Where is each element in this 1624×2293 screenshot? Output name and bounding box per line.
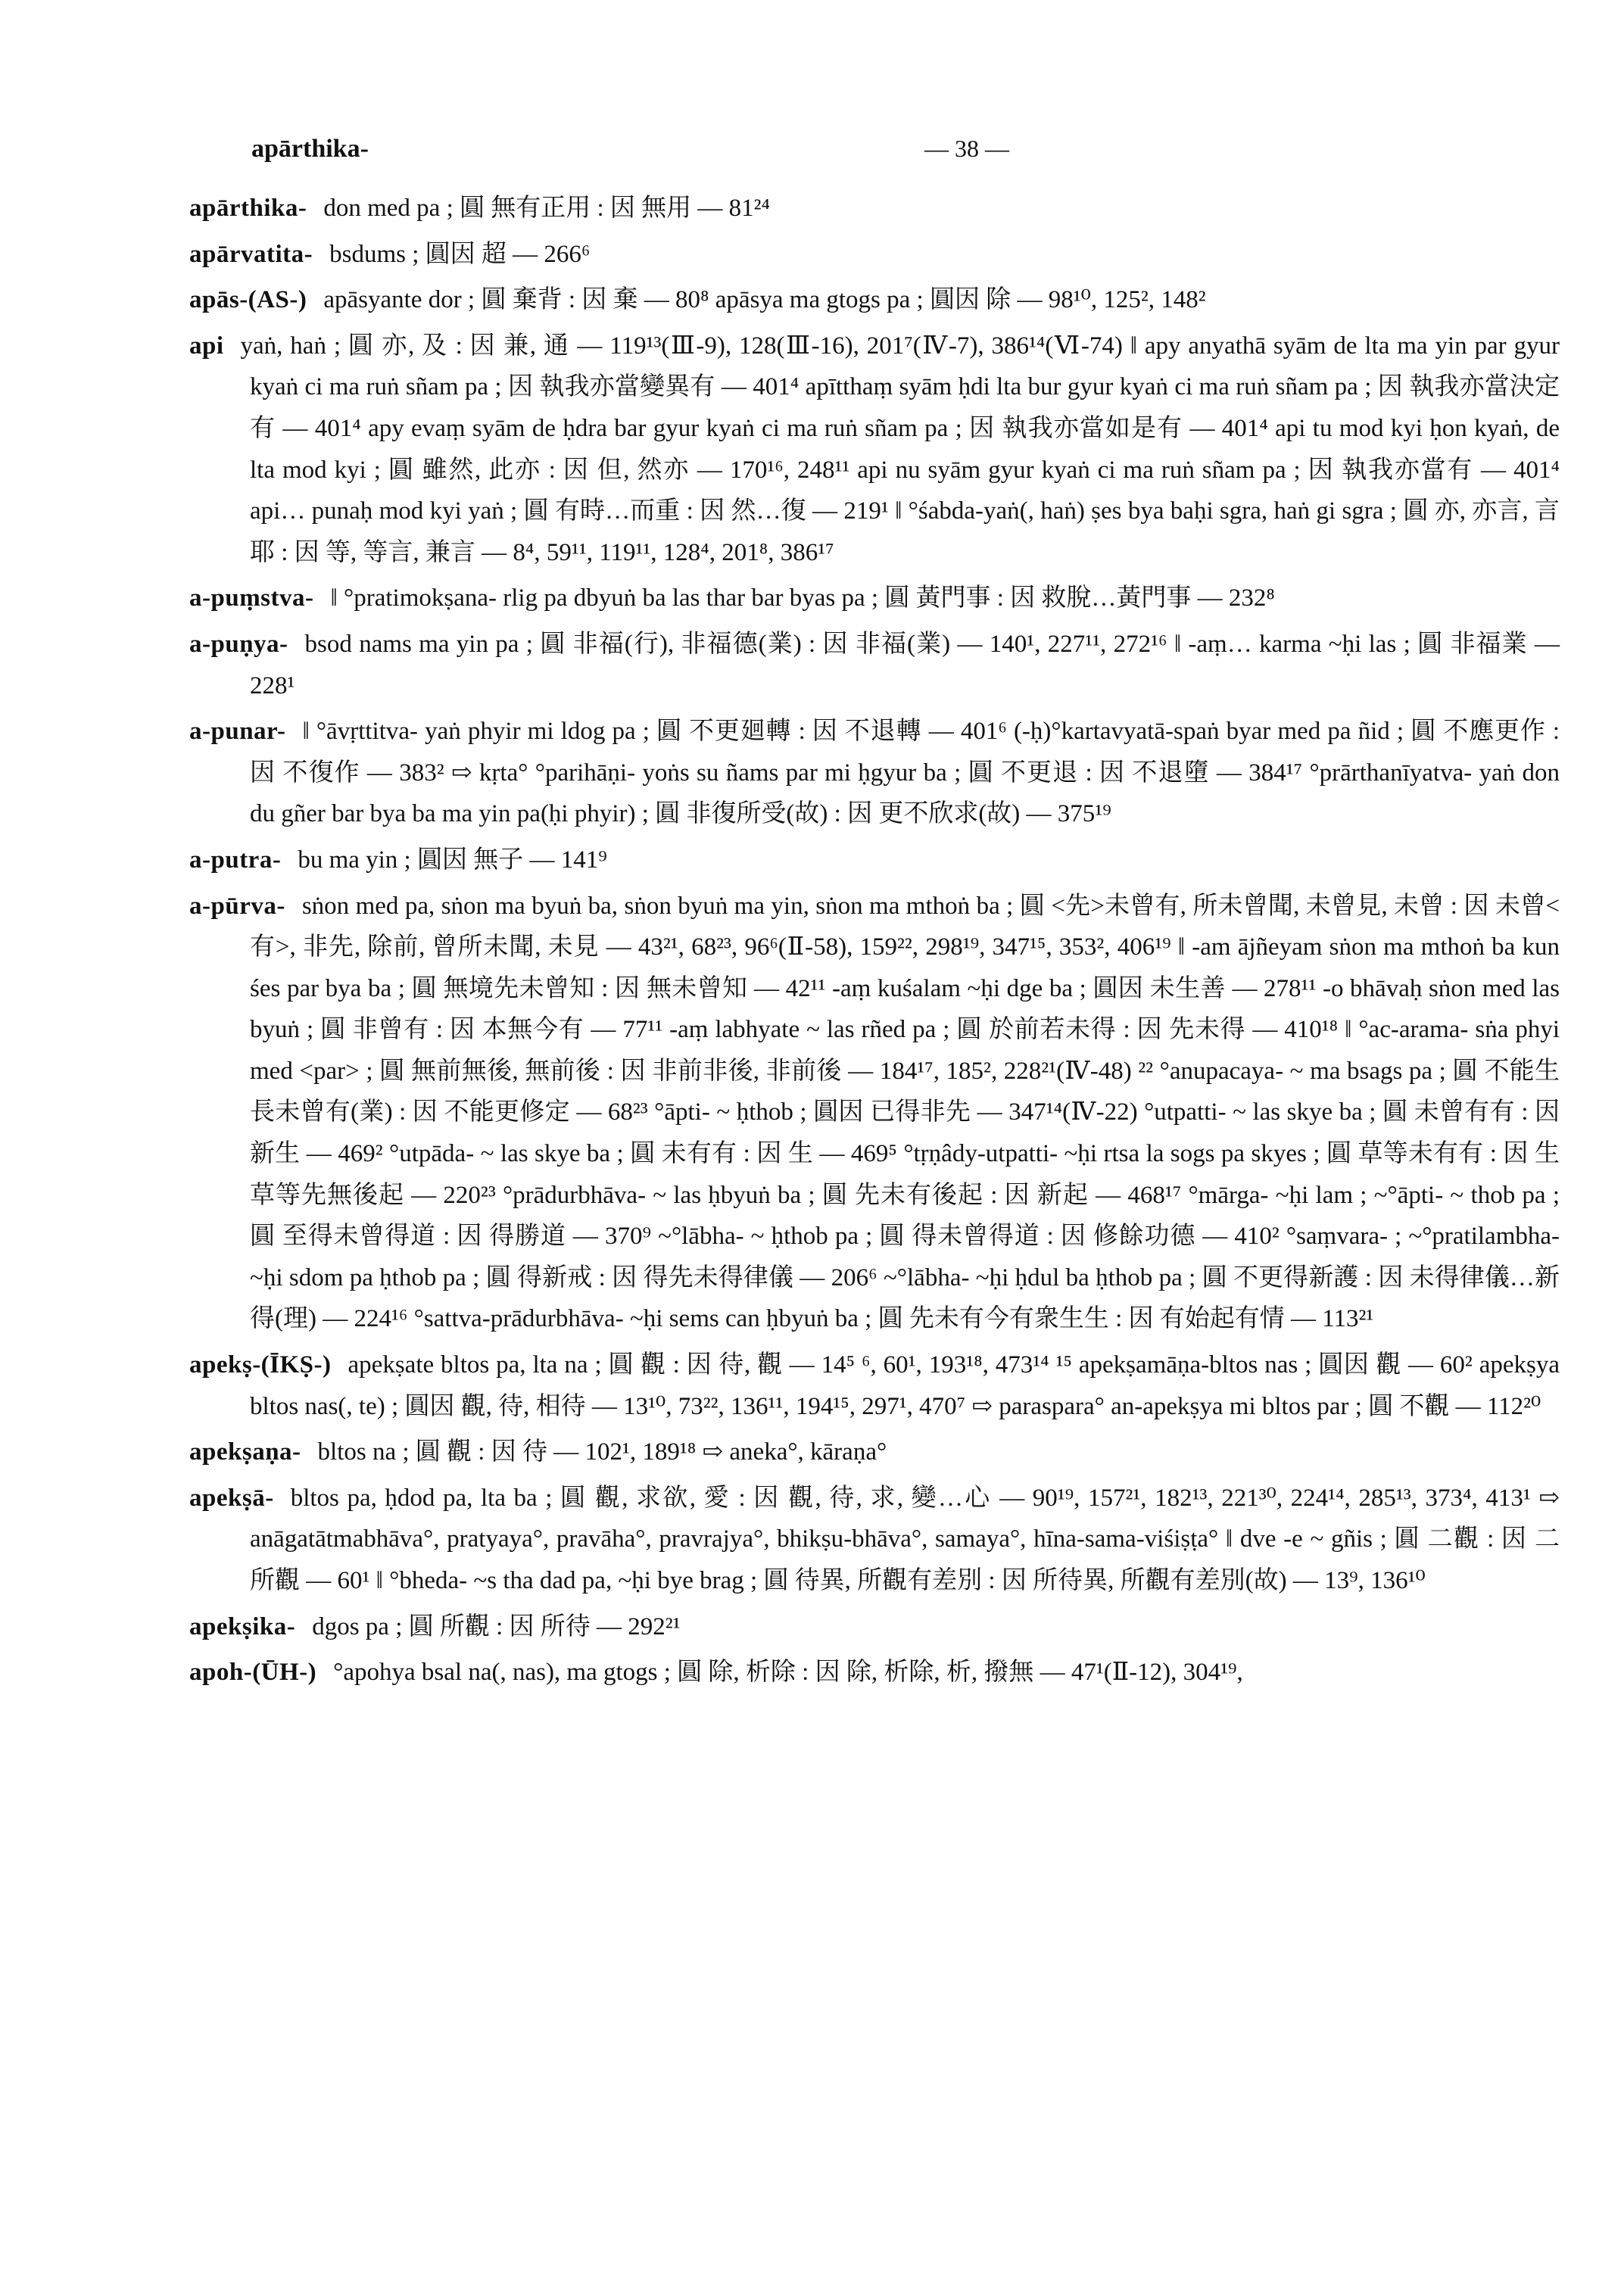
entry-headword: apās-(AS-) xyxy=(189,286,307,314)
entry-body: ‖ °āvṛttitva- yaṅ phyir mi ldog pa ; 圓 不更廻轉 : 因 不退轉 — 401⁶ (-ḥ)°kartavyatā-spaṅ byar med pa ñid ; 圓 不應更作 : 因 不復作 — 383² ⇨ kṛta° °parihāṇi- yoṅs su ñams par mi ḥgyur ba ; 圓 不更退 : 因 不退墮 — 384¹⁷ °prārthanīyatva- yaṅ don du gñer bar bya ba ma yin pa(ḥi phyir) ; 圓 非復所受(故) : 因 更不欣求(故) — 375¹⁹ xyxy=(250,718,1560,828)
entry-headword: apārvatita- xyxy=(189,240,313,268)
entry-headword: api xyxy=(189,332,224,360)
dictionary-entry xyxy=(189,1606,1560,1648)
entry-body: °apohya bsal na(, nas), ma gtogs ; 圓 除, 析除 : 因 除, 析除, 析, 撥無 — 47¹(Ⅱ-12), 304¹⁹, xyxy=(333,1659,1243,1687)
entry-body: bltos pa, ḥdod pa, lta ba ; 圓 觀, 求欲, 愛 : 因 觀, 待, 求, 變…心 — 90¹⁹, 157²¹, 182¹³, 221³⁰, 224¹⁴, 285¹³, 373⁴, 413¹ ⇨ anāgatātmabhāva°, pratyaya°, pravāha°, pravrajya°, bhikṣu-bhāva°, samaya°, hīna-sama-viśiṣṭa° ‖ dve -e ~ gñis ; 圓 二觀 : 因 二所觀 — 60¹ ‖ °bheda- ~s tha dad pa, ~ḥi bye brag ; 圓 待異, 所觀有差別 : 因 所待異, 所觀有差別(故) — 13⁹, 136¹⁰ xyxy=(250,1484,1560,1594)
entry-body: sṅon med pa, sṅon ma byuṅ ba, sṅon byuṅ ma yin, sṅon ma mthoṅ ba ; 圓 <先>未曾有, 所未曾聞, 未曾見, 未曾 : 因 未曾<有>, 非先, 除前, 曾所未聞, 未見 — 43²¹, 68²³, 96⁶(Ⅱ-58), 159²², 298¹⁹, 347¹⁵, 353², 406¹⁹ ‖ -am ājñeyam sṅon ma mthoṅ ba kun śes par bya ba ; 圓 無境先未曾知 : 因 無未曾知 — 42¹¹ -aṃ kuśalam ~ḥi dge ba ; 圓因 未生善 — 278¹¹ -o bhāvaḥ sṅon med las byuṅ ; 圓 非曾有 : 因 本無今有 — 77¹¹ -aṃ labhyate ~ las rñed pa ; 圓 於前若未得 : 因 先未得 — 410¹⁸ ‖ °ac-arama- sṅa phyi med <par> ; 圓 無前無後, 無前後 : 因 非前非後, 非前後 — 184¹⁷, 185², 228²¹(Ⅳ-48) ²² °anupacaya- ~ ma bsags pa ; 圓 不能生長未曾有(業) : 因 不能更修定 — 68²³ °āpti- ~ ḥthob ; 圓因 已得非先 — 347¹⁴(Ⅳ-22) °utpatti- ~ las skye ba ; 圓 未曾有有 : 因 新生 — 469² °utpāda- ~ las skye ba ; 圓 未有有 : 因 生 — 469⁵ °tṛṇâdy-utpatti- ~ḥi rtsa la sogs pa skyes ; 圓 草等未有有 : 因 生草等先無後起 — 220²³ °prādurbhāva- ~ las ḥbyuṅ ba ; 圓 先未有後起 : 因 新起 — 468¹⁷ °mārga- ~ḥi lam ; ~°āpti- ~ thob pa ; 圓 至得未曾得道 : 因 得勝道 — 370⁹ ~°lābha- ~ ḥthob pa ; 圓 得未曾得道 : 因 修餘功德 — 410² °saṃvara- ; ~°pratilambha- ~ḥi sdom pa ḥthob pa ; 圓 得新戒 : 因 得先未得律儀 — 206⁶ ~°lābha- ~ḥi ḥdul ba ḥthob pa ; 圓 不更得新護 : 因 未得律儀…新得(理) — 224¹⁶ °sattva-prādurbhāva- ~ḥi sems can ḥbyuṅ ba ; 圓 先未有今有衆生生 : 因 有始起有情 — 113²¹ xyxy=(250,892,1560,1333)
entry-body: bsod nams ma yin pa ; 圓 非福(行), 非福德(業) : 因 非福(業) — 140¹, 227¹¹, 272¹⁶ ‖ -aṃ… karma ~ḥi las ; 圓 非福業 — 228¹ xyxy=(250,630,1560,699)
entry-body: bltos na ; 圓 觀 : 因 待 — 102¹, 189¹⁸ ⇨ aneka°, kāraṇa° xyxy=(317,1438,887,1466)
dictionary-entry xyxy=(189,1652,1560,1693)
dictionary-entry xyxy=(189,711,1560,835)
entry-headword: apārthika- xyxy=(189,195,307,222)
entry-body: apāsyante dor ; 圓 棄背 : 因 棄 — 80⁸ apāsya ma gtogs pa ; 圓因 除 — 98¹⁰, 125², 148² xyxy=(323,286,1206,314)
page-header xyxy=(251,135,1538,173)
entry-headword: apoh-(ŪH-) xyxy=(189,1659,317,1687)
entry-headword: a-puṃstva- xyxy=(189,584,314,612)
dictionary-entry xyxy=(189,578,1560,619)
entry-body: bsdums ; 圓因 超 — 266⁶ xyxy=(329,240,591,268)
entry-headword: a-putra- xyxy=(189,846,282,874)
dictionary-entry xyxy=(189,1344,1560,1427)
dictionary-entry xyxy=(189,234,1560,276)
entry-body: ‖ °pratimokṣana- rlig pa dbyuṅ ba las thar bar byas pa ; 圓 黃門事 : 因 救脫…黃門事 — 232⁸ xyxy=(330,584,1275,612)
entry-headword: apekṣā- xyxy=(189,1484,274,1512)
entry-body: dgos pa ; 圓 所觀 : 因 所待 — 292²¹ xyxy=(312,1612,681,1640)
entry-headword: a-puṇya- xyxy=(189,630,288,658)
running-headword: apārthika- xyxy=(251,135,369,163)
dictionary-entry xyxy=(189,840,1560,881)
dictionary-entry xyxy=(189,326,1560,574)
dictionary-entry xyxy=(189,188,1560,229)
page-number: — 38 — xyxy=(924,135,1009,162)
entry-headword: apekṣaṇa- xyxy=(189,1438,301,1466)
entry-body: don med pa ; 圓 無有正用 : 因 無用 — 81²⁴ xyxy=(323,195,771,222)
entry-body: apekṣate bltos pa, lta na ; 圓 觀 : 因 待, 觀 — 14⁵ ⁶, 60¹, 193¹⁸, 473¹⁴ ¹⁵ apekṣamāṇa-bltos nas ; 圓因 觀 — 60² apekṣya bltos nas(, te) ; 圓因 觀, 待, 相待 — 13¹⁰, 73²², 136¹¹, 194¹⁵, 297¹, 470⁷ ⇨ paraspara° an-apekṣya mi bltos par ; 圓 不觀 — 112²⁰ xyxy=(250,1351,1560,1420)
dictionary-entry xyxy=(189,1478,1560,1602)
dictionary-entry xyxy=(189,886,1560,1341)
dictionary-entry xyxy=(189,624,1560,706)
entry-headword: a-pūrva- xyxy=(189,892,285,920)
entry-headword: apekṣika- xyxy=(189,1612,296,1640)
entry-body: bu ma yin ; 圓因 無子 — 141⁹ xyxy=(298,846,607,874)
entry-headword: a-punar- xyxy=(189,718,286,746)
entry-list xyxy=(189,188,1560,1698)
dictionary-entry xyxy=(189,279,1560,321)
dictionary-entry xyxy=(189,1432,1560,1473)
entry-headword: apekṣ-(ĪKṢ-) xyxy=(189,1351,332,1379)
entry-body: yaṅ, haṅ ; 圓 亦, 及 : 因 兼, 通 — 119¹³(Ⅲ-9), 128(Ⅲ-16), 201⁷(Ⅳ-7), 386¹⁴(Ⅵ-74) ‖ apy anyathā syām de lta ma yin par gyur kyaṅ ci ma ruṅ sñam pa ; 因 執我亦當變異有 — 401⁴ apītthaṃ syām ḥdi lta bur gyur kyaṅ ci ma ruṅ sñam pa ; 因 執我亦當決定有 — 401⁴ apy evaṃ syām de ḥdra bar gyur kyaṅ ci ma ruṅ sñam pa ; 因 執我亦當如是有 — 401⁴ api tu mod kyi ḥon kyaṅ, de lta mod kyi ; 圓 雖然, 此亦 : 因 但, 然亦 — 170¹⁶, 248¹¹ api nu syām gyur kyaṅ ci ma ruṅ sñam pa ; 因 執我亦當有 — 401⁴ api… punaḥ mod kyi yaṅ ; 圓 有時…而重 : 因 然…復 — 219¹ ‖ °śabda-yaṅ(, haṅ) ṣes bya baḥi sgra, haṅ gi sgra ; 圓 亦, 亦言, 言耶 : 因 等, 等言, 兼言 — 8⁴, 59¹¹, 119¹¹, 128⁴, 201⁸, 386¹⁷ xyxy=(240,332,1560,566)
